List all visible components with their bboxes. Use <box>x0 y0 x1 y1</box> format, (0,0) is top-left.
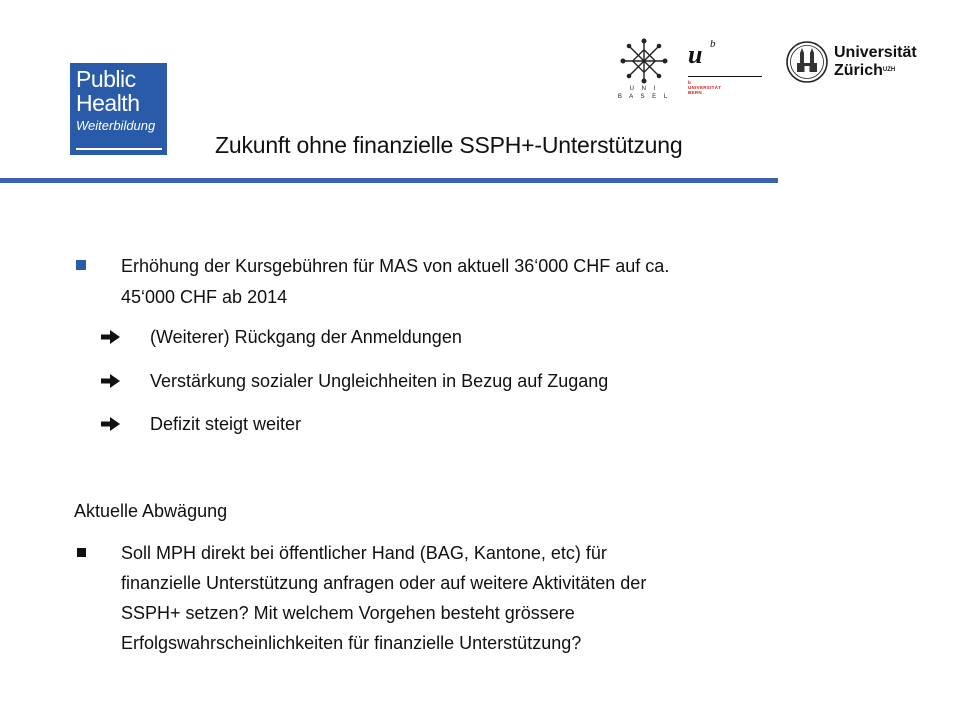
uzh-seal-icon <box>786 41 828 83</box>
bullet1-line2: 45‘000 CHF ab 2014 <box>121 287 288 307</box>
unibas-text-uni: U N I <box>629 86 659 92</box>
uzh-text-universitaet: Universität <box>834 44 917 61</box>
title-divider <box>0 178 778 183</box>
unibe-logo <box>688 38 764 98</box>
unibas-emblem-icon <box>614 38 674 84</box>
uzh-text-zuerich: Zürich <box>834 62 883 79</box>
unibe-superscript: b <box>710 38 716 50</box>
public-health-logo <box>70 63 167 155</box>
sub-point-2: Verstärkung sozialer Ungleichheiten in Bezug auf Zugang <box>150 371 609 391</box>
uzh-text-zuerich-line <box>834 62 917 80</box>
bullet2-line1: Soll MPH direkt bei öffentlicher Hand (BAG, Kantone, etc) für <box>121 543 607 563</box>
bullet2-line3: SSPH+ setzen? Mit welchem Vorgehen besteht grössere <box>121 603 575 623</box>
bullet2-line2: finanzielle Unterstützung anfragen oder auf weitere Aktivitäten der <box>121 573 647 593</box>
arrow-right-icon <box>101 373 121 389</box>
logo-text-public: Public <box>76 66 136 92</box>
unibe-mark: u <box>688 40 703 69</box>
unibas-logo <box>614 38 674 100</box>
blue-square-bullet-icon <box>76 260 86 270</box>
unibe-small-b: b <box>688 80 692 85</box>
black-square-bullet-icon <box>77 548 86 557</box>
section-heading: Aktuelle Abwägung <box>74 501 228 521</box>
unibe-small-universitaet: UNIVERSITÄT <box>688 85 722 90</box>
arrow-right-icon <box>101 329 121 345</box>
arrow-right-icon <box>101 416 121 432</box>
logo-text-weiterbildung: Weiterbildung <box>76 118 156 133</box>
unibas-text-basel: B A S E L <box>617 94 671 100</box>
bullet1-line1: Erhöhung der Kursgebühren für MAS von aktuell 36‘000 CHF auf ca. <box>121 256 670 276</box>
unibe-small-bern: BERN <box>688 90 702 95</box>
bullet2-line4: Erfolgswahrscheinlichkeiten für finanzielle Unterstützung? <box>121 633 582 653</box>
unibe-rule <box>688 76 762 77</box>
logo-text-health: Health <box>76 90 140 116</box>
slide-title: Zukunft ohne finanzielle SSPH+-Unterstützung <box>215 132 683 158</box>
uzh-text-suffix: UZH <box>882 67 896 73</box>
uzh-wordmark <box>834 44 917 80</box>
sub-point-1: (Weiterer) Rückgang der Anmeldungen <box>150 327 462 347</box>
sub-point-3: Defizit steigt weiter <box>150 414 302 434</box>
logo-underline <box>76 148 162 150</box>
